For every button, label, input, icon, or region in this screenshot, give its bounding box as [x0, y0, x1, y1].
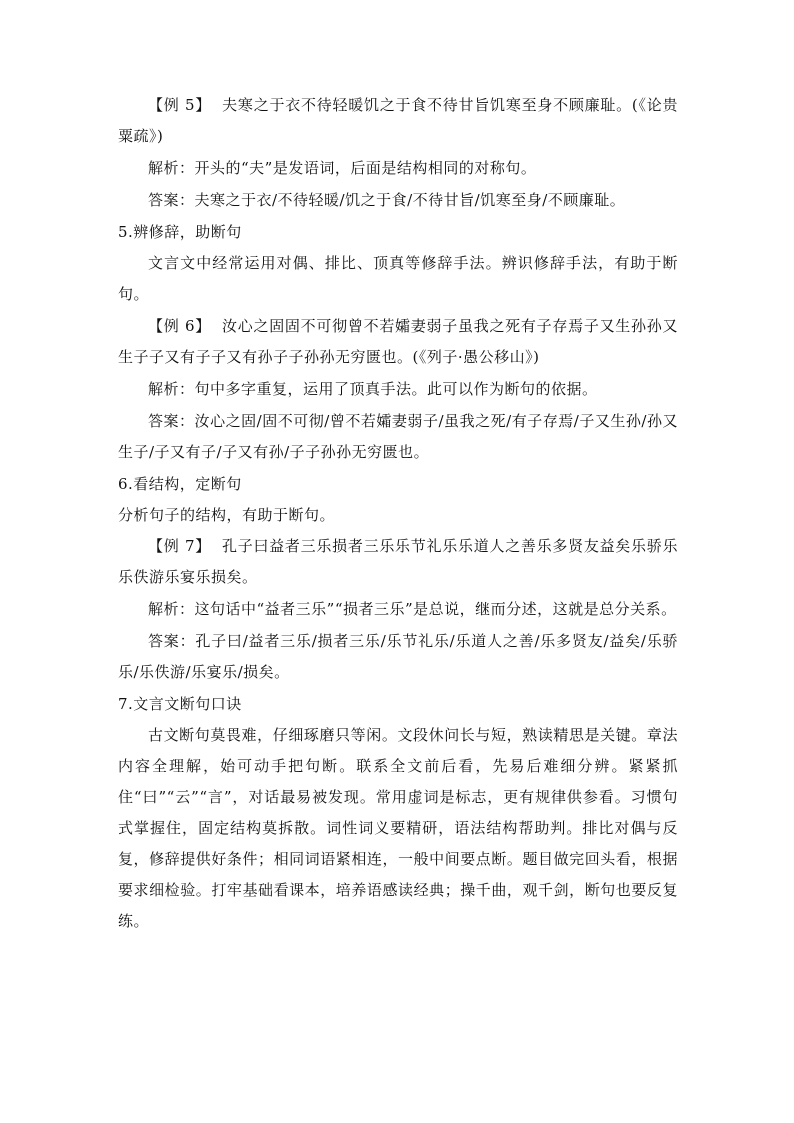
answer-5: [118, 185, 678, 217]
analysis-5-text: 解析：开头的“夫”是发语词，后面是结构相同的对称句。: [148, 159, 537, 177]
intro-6-text: 分析句子的结构，有助于断句。: [118, 506, 336, 524]
answer-5-text: 答案：夫寒之于衣/不待轻暖/饥之于食/不待甘旨/饥寒至身/不顾廉耻。: [148, 191, 626, 209]
heading-6-text: 6.看结构，定断句: [118, 475, 242, 493]
analysis-6: [118, 374, 678, 406]
heading-6: [118, 469, 678, 500]
example-7-tag: 【例 7】: [148, 537, 211, 555]
example-5: [118, 90, 678, 153]
example-7-text: 孔子曰益者三乐损者三乐乐节礼乐乐道人之善乐多贤友益矣乐骄乐乐佚游乐宴乐损矣。: [118, 537, 679, 586]
heading-7-text: 7.文言文断句口诀: [118, 695, 242, 713]
answer-7: [118, 626, 678, 689]
example-6-text: 汝心之固固不可彻曾不若孀妻弱子虽我之死有子存焉子又生孙孙又生子子又有子子又有孙子子孙孙无穷匮也。(《列子·愚公移山》): [118, 317, 679, 366]
intro-6: [118, 500, 678, 531]
mnemonic-text: 古文断句莫畏难，仔细琢磨只等闲。文段休问长与短，熟读精思是关键。章法内容全理解，始可动手把句断。联系全文前后看，先易后难细分辨。紧紧抓住“曰”“云”“言”，对话最易被发现。常用虚词是标志，更有规律供参看。习惯句式掌握住，固定结构莫拆散。词性词义要精研，语法结构帮助判。排比对偶与反复，修辞提供好条件；相同词语紧相连，一般中间要点断。题目做完回头看，根据要求细检验。打牢基础看课本，培养语感读经典；操千曲，观千剑，断句也要反复练。: [118, 726, 678, 930]
analysis-7-text: 解析：这句话中“益者三乐”“损者三乐”是总说，继而分述，这就是总分关系。: [148, 600, 677, 618]
example-6-tag: 【例 6】: [148, 317, 211, 335]
example-5-text: 夫寒之于衣不待轻暖饥之于食不待甘旨饥寒至身不顾廉耻。(《论贵粟疏》): [118, 96, 679, 145]
example-5-tag: 【例 5】: [148, 96, 212, 114]
intro-5: [118, 248, 678, 311]
heading-5-text: 5.辨修辞，助断句: [118, 223, 242, 241]
analysis-5: [118, 153, 678, 185]
answer-7-text: 答案：孔子曰/益者三乐/损者三乐/乐节礼乐/乐道人之善/乐多贤友/益矣/乐骄乐/乐佚游/乐宴乐/损矣。: [118, 632, 678, 681]
answer-6: [118, 406, 678, 469]
heading-7: [118, 689, 678, 720]
heading-5: [118, 217, 678, 248]
example-7: [118, 531, 678, 594]
analysis-6-text: 解析：句中多字重复，运用了顶真手法。此可以作为断句的依据。: [148, 380, 598, 398]
intro-5-text: 文言文中经常运用对偶、排比、顶真等修辞手法。辨识修辞手法，有助于断句。: [118, 254, 678, 303]
document-body: [118, 90, 678, 938]
mnemonic: [118, 720, 678, 938]
analysis-7: [118, 594, 678, 626]
example-6: [118, 311, 678, 374]
answer-6-text: 答案：汝心之固/固不可彻/曾不若孀妻弱子/虽我之死/有子存焉/子又生孙/孙又生子/子又有子/子又有孙/子子孙孙无穷匮也。: [118, 412, 678, 461]
